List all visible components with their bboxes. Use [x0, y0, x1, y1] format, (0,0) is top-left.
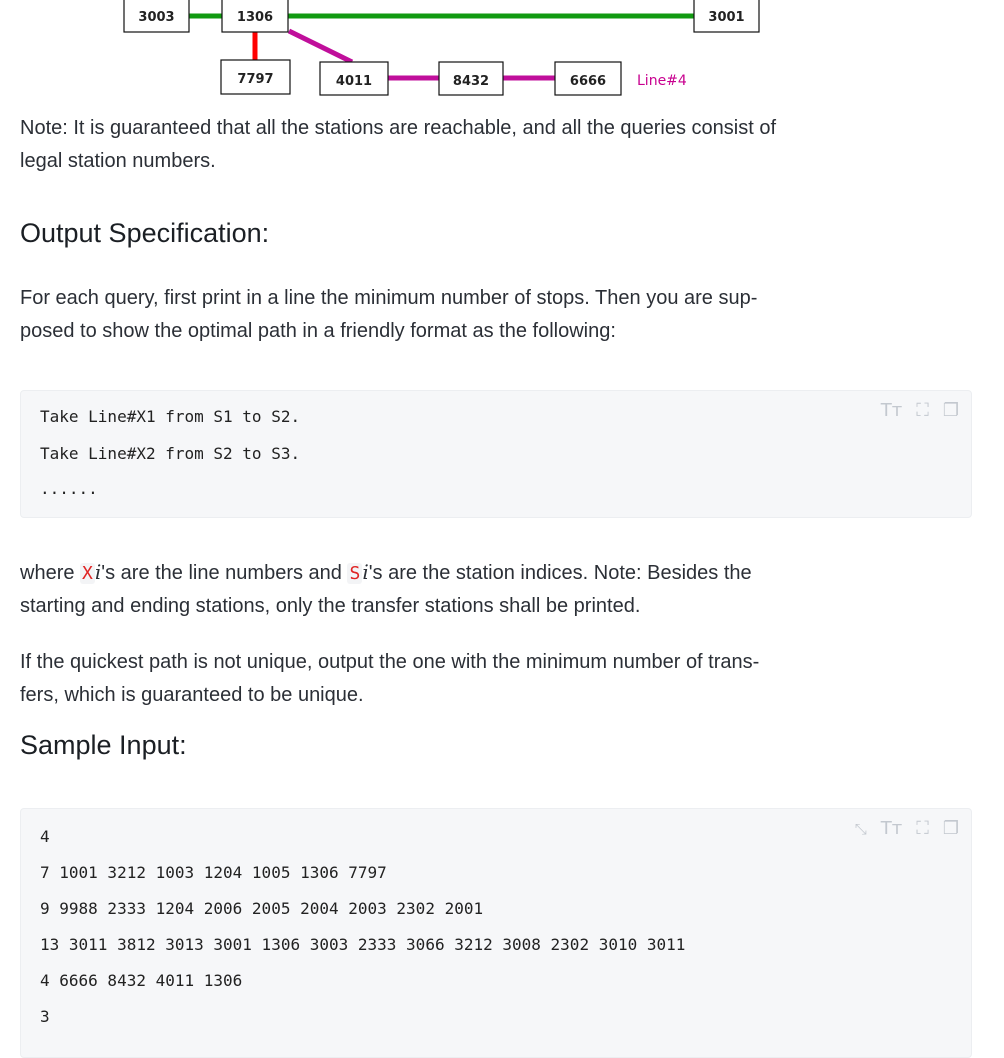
sample-input-heading: Sample Input:: [20, 730, 187, 760]
station-8432: [439, 62, 503, 95]
svg-text:6666: 6666: [569, 74, 607, 89]
station-1306: [222, 0, 288, 32]
note-paragraph: [20, 112, 776, 178]
output-description-line-1: For each query, first print in a line the minimum number of stops. Then you are sup-: [20, 287, 758, 309]
fullscreen-icon[interactable]: ⛶: [916, 818, 929, 839]
svg-text:7797: 7797: [237, 72, 274, 87]
svg-text:1306: 1306: [236, 10, 274, 25]
station-3003: [124, 0, 189, 32]
font-size-icon[interactable]: Tт: [880, 400, 903, 421]
subway-map-diagram: [0, 0, 1004, 110]
sample-line: 13 3011 3812 3013 3001 1306 3003 2333 3066 3212 3008 2302 3010 3011: [40, 935, 686, 954]
sample-line: 3: [40, 1007, 50, 1026]
copy-icon[interactable]: ❐: [942, 400, 959, 421]
sample-line: 4: [40, 827, 50, 846]
station-3001: [694, 0, 759, 32]
sample-input-code-block[interactable]: [20, 808, 972, 1058]
quickest-line-2: fers, which is guaranteed to be unique.: [20, 684, 364, 706]
station-7797: [221, 60, 290, 94]
magenta-line-diagonal: [289, 31, 352, 62]
where-line-2: starting and ending stations, only the transfer stations shall be printed.: [20, 595, 641, 617]
quickest-line-1: If the quickest path is not unique, output the one with the minimum number of trans-: [20, 651, 760, 673]
fullscreen-icon[interactable]: ⛶: [916, 400, 929, 421]
note-line-2: legal station numbers.: [20, 150, 216, 172]
copy-icon[interactable]: ❐: [942, 818, 959, 839]
station-4011: [320, 62, 388, 95]
where-paragraph: [20, 556, 752, 623]
sample-line: 4 6666 8432 4011 1306: [40, 971, 243, 990]
svg-text:3001: 3001: [708, 10, 745, 25]
font-size-icon[interactable]: Tт: [880, 818, 903, 839]
code-toolbar: [855, 819, 959, 839]
code-line: Take Line#X2 from S2 to S3.: [40, 444, 301, 463]
sample-line: 9 9988 2333 1204 2006 2005 2004 2003 2302 2001: [40, 899, 484, 918]
note-line-1: Note: It is guaranteed that all the stations are reachable, and all the queries consist of: [20, 117, 777, 139]
output-specification-heading: Output Specification:: [20, 218, 270, 248]
collapse-icon[interactable]: ⤡: [854, 820, 867, 838]
station-6666: [555, 62, 621, 95]
code-toolbar: [881, 401, 959, 421]
output-description: [20, 282, 757, 348]
code-line: Take Line#X1 from S1 to S2.: [40, 407, 301, 426]
output-description-line-2: posed to show the optimal path in a friendly format as the following:: [20, 320, 616, 342]
quickest-path-paragraph: [20, 646, 759, 712]
inline-code-s: S: [349, 563, 361, 584]
line4-label: Line#4: [637, 73, 687, 89]
where-text: where: [20, 562, 81, 584]
code-line: ......: [40, 479, 98, 498]
inline-code-x: X: [82, 563, 93, 584]
where-text-suffix: 's are the station indices. Note: Besides the: [368, 562, 752, 584]
sample-line: 7 1001 3212 1003 1204 1005 1306 7797: [40, 863, 387, 882]
svg-text:8432: 8432: [452, 74, 490, 89]
svg-text:4011: 4011: [335, 74, 373, 89]
output-format-code-block[interactable]: [20, 390, 972, 518]
svg-text:3003: 3003: [138, 10, 175, 25]
math-i: i: [362, 560, 369, 584]
where-text-mid: 's are the line numbers and: [101, 562, 348, 584]
math-i: i: [94, 560, 102, 584]
